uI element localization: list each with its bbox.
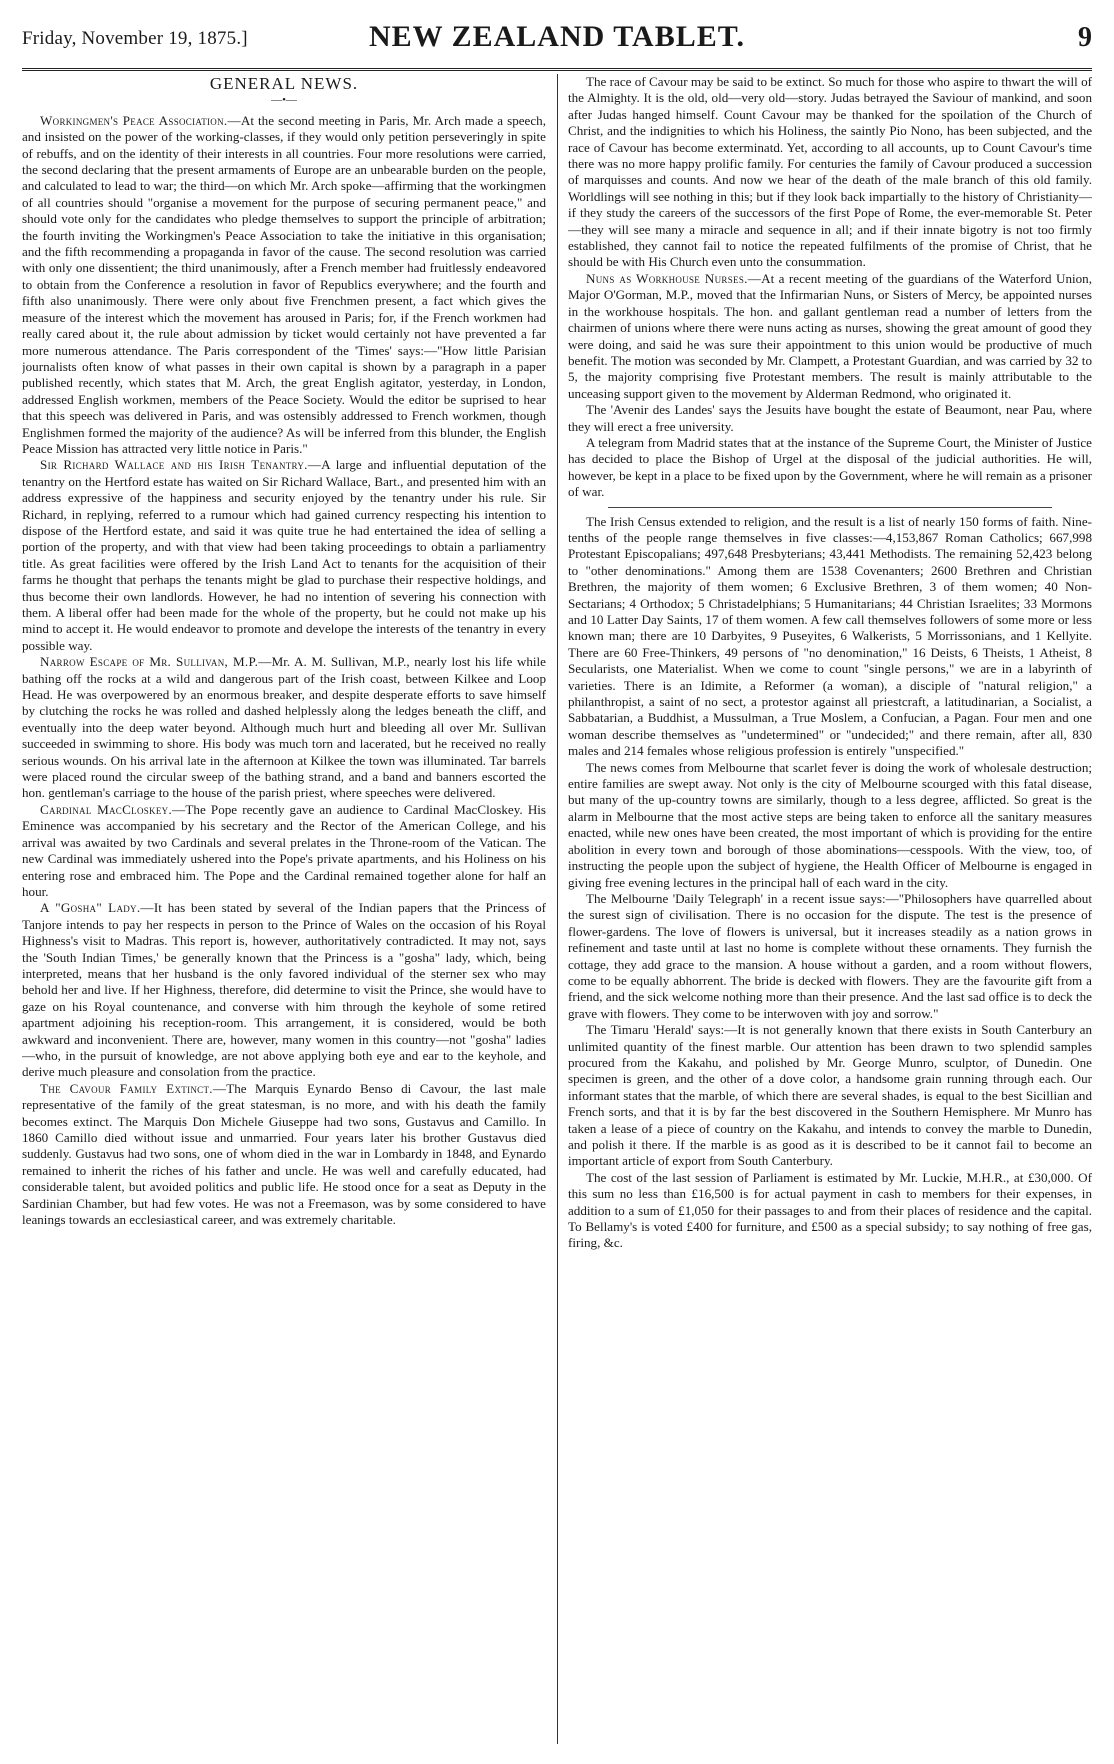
article-title: Cardinal MacCloskey.— [40,801,186,817]
article-body: The Marquis Eynardo Benso di Cavour, the last male representative of the family of the great statesman, is no more, and with his death the family becomes extinct. The Marquis Don Michele Giuseppe had two sons, Gustavus and Camillo. In 1860 Camillo died without issue and unmarried. Four years later his brother Gustavus died suddenly. Gustavus had two sons, one of whom died in the war in Lombardy in 1848, and Eynardo remained to inherit the riches of his father and uncle. He was well and carefully educated, had considerable talent, but avoided politics and public life. He stood once for a seat as Deputy in the Sardinian Chamber, but had few votes. He was not a Freemason, was by some considered to have leanings towards an ecclesiastical career, and was extremely charitable. [22,1080,546,1228]
paragraph-parliament [568,1170,1092,1252]
article-maccloskey [22,802,546,900]
heading-ornament: —•— [271,94,297,107]
paragraph-body: The news comes from Melbourne that scarlet fever is doing the work of wholesale destruction; entire families are swept away. Not only is the city of Melbourne scourged with this fatal disease, but many of the up-country towns are similarly, though to a less degree, afflicted. So great is the alarm in Melbourne that the most active steps are being taken to enforce all the sanitary measures enacted, while new ones have been created, the most important of which is providing for the entire abolition in every town and borough of those abominations—cesspools. With the view, too, of instructing the people upon the subject of hygiene, the Health Officer of Melbourne is engaged in giving free evening lectures in the principal hall of each ward in the city. [568,759,1092,890]
left-column [22,74,546,1744]
article-body: A large and influential deputation of the tenantry on the Hertford estate has waited on Sir Richard Wallace, Bart., and presented him with an address expressive of the happiness and security enjoyed by the tenantry under his rule. Sir Richard, in replying, referred to a rumour which had gained currency respecting his intention to dispose of the Hertford estate, and said it was quite true he had entertained the idea of selling a portion of the property, and with that view had been taking proceedings to obtain a parliamentry title. As great facilities were offered by the Irish Land Act to tenants for the acquisition of their farms he thought that perhaps the tenants might be glad to purchase their respective holdings, and thus become their own landlords. However, he had no intention of severing his connection with them. A liberal offer had been made for the whole of the property, but he could not make up his mind to accept it. He would endeavor to promote and develope the interests of the tenantry in every possible way. [22,457,546,653]
article-body: Mr. A. M. Sullivan, M.P., nearly lost his life while bathing off the rocks at a wild and dangerous part of the Irish coast, between Kilkee and Loop Head. He was overpowered by an enormous breaker, and despite desperate efforts to save himself by clutching the rocks he was rolled and dashed helplessly along the ledges beneath the cliff, and eventually into the deep water beyond. Although much hurt and bleeding all over Mr. Sullivan succeeded in swimming to shore. His body was much torn and lacerated, but he received no really serious wounds. On his arrival late in the afternoon at Kilkee the town was illuminated. Tar barrels were placed round the circular sweep of the bathing strand, and a band and banners escorted the hon. gentleman's carriage to the house of the parish priest, where speeches were delivered. [22,654,546,801]
newspaper-title: NEW ZEALAND TABLET. [368,20,746,53]
article-cavour [22,1081,546,1229]
section-rule [608,507,1052,508]
issue-date: Friday, November 19, 1875.] [22,28,248,49]
paragraph-melbourne [568,760,1092,891]
paragraph-telegraph [568,891,1092,1022]
paragraph-body: The 'Avenir des Landes' says the Jesuits have bought the estate of Beaumont, near Pau, where they will erect a free university. [568,402,1092,434]
article-title: Workingmen's Peace Association.— [40,112,241,128]
paragraph-madrid [568,435,1092,501]
masthead [22,20,1092,60]
article-sullivan [22,654,546,802]
paragraph-body: The race of Cavour may be said to be extinct. So much for those who aspire to thwart the will of the Almighty. It is the old, old—very old—story. Judas betrayed the Saviour of mankind, and soon after Judas hanged himself. Count Cavour may be thanked for the spoilation of the Church of Christ, and the indignities to which his Holiness, the saintly Pio Nono, has been subjected, and the race of Cavour has become exterminatd. Yet, according to all accounts, up to Count Cavour's time there was no more happy prolific family. For centuries the family of Cavour produced a succession of marquisses and counts. And now we hear of the death of the male branch of this old family. Worldlings will see nothing in this; but if they look back impartially to the history of Christianity—if they study the careers of the successors of the first Pope of Rome, the ever-memorable St. Peter—they will see many a miracle and sequence in all; and if their innate bigotry is not too firmly established, they cannot fail to notice the repeated fulfilments of the promise of Christ, that he should be with His Church even unto the consummation. [568,74,1092,270]
article-workingmen [22,113,546,458]
article-title: Sir Richard Wallace and his Irish Tenantry.— [40,457,322,473]
paragraph-nuns [568,271,1092,402]
masthead-rule [22,68,1092,71]
article-title: Narrow Escape of Mr. Sullivan, M.P.— [40,654,272,670]
section-heading: GENERAL NEWS. [209,74,359,93]
right-column [568,74,1092,1744]
article-wallace [22,457,546,654]
paragraph-cavour-race [568,74,1092,271]
paragraph-body: The Melbourne 'Daily Telegraph' in a recent issue says:—"Philosophers have quarrelled about the surest sign of civilisation. There is no occasion for the dispute. The test is the presence of flower-gardens. The love of flowers is universal, but it increases steadily as a nation grows in refinement and taste until at last no home is complete without these ornaments. They furnish the cottage, they add grace to the mansion. A house without a garden, and a room without flowers, come to be equally abhorrent. The bride is decked with flowers. They are the favourite gift from a friend, and the sick welcome nothing more than their presence. And the last sad office is to deck the grave with flowers. They come to be interwoven with joy and sorrow." [568,890,1092,1021]
article-gosha [22,900,546,1080]
page-number: 9 [1078,22,1092,53]
paragraph-title: Nuns as Workhouse Nurses.— [586,270,762,286]
paragraph-timaru [568,1022,1092,1170]
paragraph-census [568,514,1092,760]
paragraph-body: The Irish Census extended to religion, and the result is a list of nearly 150 forms of faith. Nine-tenths of the people range themselves in five classes:—4,153,867 Roman Catholics; 667,998 Protestant Episcopalians; 497,648 Presbyterians; 43,441 Methodists. The remaining 52,423 belong to "other denominations." Among them are 1538 Covenanters; 2600 Brethren and Christian Brethren, the majority of them women; 6 Exclusive Brethren, 3 of them women; 40 Non-Sectarians; 4 Orthodox; 5 Christadelphians; 5 Humanitarians; 44 Christian Israelites; 33 Mormons and 10 Latter Day Saints, 17 of them women. A few call themselves followers of some more or less known man; there are 10 Darbyites, 9 Puseyites, 6 Walkerists, 5 Morrissonians, and 1 Kellyite. There are 60 Free-Thinkers, 49 persons of "no denomination," 16 Deists, 6 Theists, 1 Atheist, 8 Secularists, one Materialist. When we come to count "single persons," we are in a labyrinth of varieties. There is an Idimite, a Reformer (a woman), a disciple of "natural religion," a philanthropist, a saint of no sect, a protestor against all priestcraft, a latitudinarian, a Socialist, a Sabbatarian, a Buddhist, a Mussulman, a True Moslem, a Confucian, a Pagan. Four men and one woman describe themselves as "undetermined" or "undecided;" and there remain, after all, 830 males and 214 females whose religious profession is entirely "unspecified." [568,513,1092,759]
article-body: At the second meeting in Paris, Mr. Arch made a speech, and insisted on the power of the working-classes, if they would only petition perseveringly in spite of rebuffs, and on the identity of their interests in all countries. Four more resolutions were carried, the second declaring that the present armaments of Europe are an unbearable burden on the people, and calculated to lead to war; the third—on which Mr. Arch spoke—affirming that the workingmen of all countries should "organise a movement for the purpose of securing permanent peace," and should vote only for the candidates who pledge themselves to support the principle of arbitration; the fourth inviting the Workingmen's Peace Association to take the initiative in this organisation; and the fifth recommending a propaganda in favor of the cause. The second resolution was carried with only one dissentient; the third unanimously, after a French member had fruitlessly endeavored to obtain from the Conference a resolution in favor of Republics everywhere; and the fourth and fifth also unanimously. There were only about five Frenchmen present, a fact which gives the measure of the interest which the movement has aroused in Paris; for, if the French workmen had really cared about it, the rule about admission by ticket would certainly not have prevented a far more numerous attendance. The Paris correspondent of the 'Times' says:—"How little Parisian journalists often know of what passes in their own capital is shown by a paragraph in a paper published recently, which states that M. Arch, the great English agitator, yesterday, in London, addressed English workmen, members of the Peace Society. Would the editor be suprised to hear that this speech was delivered in Paris, and was ostensibly addressed to French workmen, though Englishmen formed the majority of the audience? As will be inferred from this blunder, the English Peace Mission has attracted very little notice in Paris." [22,112,546,456]
article-title: A "Gosha" Lady.— [40,900,154,916]
paragraph-body: At a recent meeting of the guardians of the Waterford Union, Major O'Gorman, M.P., moved that the Infirmarian Nuns, or Sisters of Mercy, be appointed nurses in the workhouse hospitals. The hon. and gallant gentleman read a number of letters from the chairmen of unions where there were nuns acting as nurses, showing the great amount of good they were doing, and said he was sure their appointment to this union would be productive of much benefit. The motion was seconded by Mr. Clampett, a Protestant Guardian, and was carried by 32 to 5, the majority comprising five Protestant members. The result is mainly attributable to the unceasing support given to the movement by Alderman Redmond, who originated it. [568,270,1092,401]
article-body: It has been stated by several of the Indian papers that the Princess of Tanjore intends to pay her respects in person to the Prince of Wales on the occasion of his Royal Highness's visit to Madras. This report is, however, authoritatively contradicted. It may not, says the 'South Indian Times,' be generally known that the Princess is a "gosha" lady, which, being interpreted, means that her husband is the only favored individual of the sterner sex who may behold her and live. If her Highness, therefore, did determine to visit the Prince, she would have to gaze on his Royal countenance, and converse with him through the keyhole of some retired apartment adjoining his reception-room. This arrangement, it is considered, would be both awkward and inconvenient. There are, however, many women in this country—not "gosha" ladies—who, in the pursuit of knowledge, are not above applying both eye and ear to the keyhole, and derive much pleasure and consolation from the practice. [22,900,546,1080]
article-body: The Pope recently gave an audience to Cardinal MacCloskey. His Eminence was accompanied by his secretary and the Rector of the American College, and his arrival was awaited by two Cardinals and several prelates in the Throne-room of the Vatican. The new Cardinal was immediately ushered into the Pope's private apartments, and his Holiness on his entering rose and embraced him. The Pope and the Cardinal remained together alone for half an hour. [22,801,546,899]
article-title: The Cavour Family Extinct.— [40,1080,227,1096]
page-columns [22,74,1092,1744]
paragraph-body: A telegram from Madrid states that at the instance of the Supreme Court, the Minister of Justice has decided to place the Bishop of Urgel at the disposal of the judicial authorities. He will, however, be kept in a place to be fixed upon by the Government, where he will remain as a prisoner of war. [568,434,1092,500]
paragraph-avenir [568,402,1092,435]
column-divider [557,74,558,1744]
paragraph-body: The Timaru 'Herald' says:—It is not generally known that there exists in South Canterbury an unlimited quantity of the finest marble. Our attention has been drawn to two splendid samples procured from the Kakahu, and polished by Mr. George Munro, sculptor, of Dunedin. One specimen is green, and the other of a dove color, a handsome grain running through each. Our informant states that the marble, of which there are several shades, is equal to the best Sicillian and French sorts, and that it is by far the best discovered in the Southern Hemisphere. Mr Munro has taken a lease of a piece of country on the Kakahu, and intends to convey the marble to Dunedin, and polish it there. If the marble is as good as it is described to be it cannot fail to become an important article of export from South Canterbury. [568,1022,1092,1169]
paragraph-body: The cost of the last session of Parliament is estimated by Mr. Luckie, M.H.R., at £30,000. Of this sum no less than £16,500 is for actual payment in cash to members for their expenses, in addition to a sum of £1,050 for their passages to and from their places of residence and the capital. To Bellamy's is voted £400 for furniture, and £500 as a special subsidy; to say nothing of free gas, firing, &c. [568,1169,1092,1251]
